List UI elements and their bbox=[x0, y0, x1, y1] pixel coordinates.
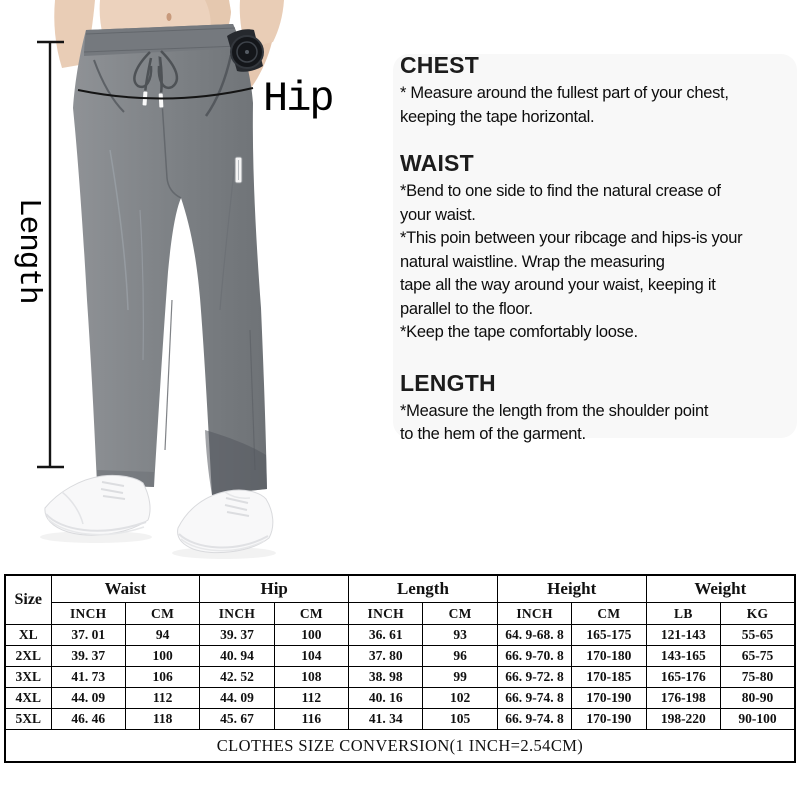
value-cell: 37. 01 bbox=[51, 625, 125, 646]
instruction-line: *Measure the length from the shoulder point bbox=[400, 401, 709, 420]
table-row bbox=[5, 625, 795, 646]
sub-header: INCH bbox=[497, 603, 571, 625]
value-cell: 170-190 bbox=[572, 709, 646, 730]
table-row bbox=[5, 667, 795, 688]
waist-section bbox=[400, 150, 792, 345]
chest-heading: CHEST bbox=[400, 52, 479, 78]
value-cell: 39. 37 bbox=[51, 646, 125, 667]
value-cell: 106 bbox=[125, 667, 199, 688]
waist-heading: WAIST bbox=[400, 150, 474, 176]
sneaker-left bbox=[45, 475, 150, 535]
value-cell: 41. 73 bbox=[51, 667, 125, 688]
sub-header: CM bbox=[423, 603, 497, 625]
value-cell: 66. 9-72. 8 bbox=[497, 667, 571, 688]
chest-section bbox=[400, 52, 792, 129]
sub-header: CM bbox=[125, 603, 199, 625]
instruction-line: *Bend to one side to find the natural crease of bbox=[400, 182, 721, 200]
column-header-hip: Hip bbox=[200, 575, 349, 603]
size-table-body bbox=[5, 625, 795, 730]
size-chart-table bbox=[4, 574, 796, 763]
instruction-line: *This poin between your ribcage and hips-is your bbox=[400, 229, 743, 247]
instruction-line: *Keep the tape comfortably loose. bbox=[400, 323, 638, 341]
value-cell: 112 bbox=[125, 688, 199, 709]
size-cell: 4XL bbox=[5, 688, 51, 709]
sub-header: KG bbox=[721, 603, 795, 625]
value-cell: 55-65 bbox=[721, 625, 795, 646]
value-cell: 93 bbox=[423, 625, 497, 646]
value-cell: 38. 98 bbox=[349, 667, 423, 688]
value-cell: 170-190 bbox=[572, 688, 646, 709]
value-cell: 112 bbox=[274, 688, 348, 709]
length-section bbox=[400, 370, 792, 447]
value-cell: 40. 94 bbox=[200, 646, 274, 667]
value-cell: 44. 09 bbox=[51, 688, 125, 709]
table-caption: CLOTHES SIZE CONVERSION(1 INCH=2.54CM) bbox=[5, 730, 795, 763]
value-cell: 40. 16 bbox=[349, 688, 423, 709]
value-cell: 118 bbox=[125, 709, 199, 730]
table-row bbox=[5, 688, 795, 709]
value-cell: 116 bbox=[274, 709, 348, 730]
value-cell: 36. 61 bbox=[349, 625, 423, 646]
value-cell: 121-143 bbox=[646, 625, 720, 646]
value-cell: 105 bbox=[423, 709, 497, 730]
product-photo bbox=[0, 0, 400, 575]
size-chart bbox=[4, 574, 796, 763]
sub-header: LB bbox=[646, 603, 720, 625]
value-cell: 66. 9-74. 8 bbox=[497, 688, 571, 709]
hip-label: Hip bbox=[263, 75, 333, 123]
instruction-line: parallel to the floor. bbox=[400, 299, 533, 318]
value-cell: 37. 80 bbox=[349, 646, 423, 667]
size-cell: XL bbox=[5, 625, 51, 646]
length-label: Length bbox=[11, 198, 46, 304]
value-cell: 165-175 bbox=[572, 625, 646, 646]
instruction-line: natural waistline. Wrap the measuring bbox=[400, 252, 665, 271]
column-header-size: Size bbox=[5, 575, 51, 625]
column-header-weight: Weight bbox=[646, 575, 795, 603]
value-cell: 42. 52 bbox=[200, 667, 274, 688]
value-cell: 46. 46 bbox=[51, 709, 125, 730]
value-cell: 66. 9-70. 8 bbox=[497, 646, 571, 667]
value-cell: 41. 34 bbox=[349, 709, 423, 730]
value-cell: 143-165 bbox=[646, 646, 720, 667]
value-cell: 90-100 bbox=[721, 709, 795, 730]
value-cell: 66. 9-74. 8 bbox=[497, 709, 571, 730]
value-cell: 96 bbox=[423, 646, 497, 667]
value-cell: 100 bbox=[125, 646, 199, 667]
value-cell: 198-220 bbox=[646, 709, 720, 730]
value-cell: 44. 09 bbox=[200, 688, 274, 709]
table-row bbox=[5, 709, 795, 730]
value-cell: 100 bbox=[274, 625, 348, 646]
column-header-length: Length bbox=[349, 575, 498, 603]
measuring-instructions bbox=[400, 52, 792, 447]
value-cell: 102 bbox=[423, 688, 497, 709]
zipper-tag bbox=[235, 157, 242, 183]
sub-header: INCH bbox=[51, 603, 125, 625]
instruction-line: * Measure around the fullest part of your chest, bbox=[400, 84, 729, 102]
instruction-line: to the hem of the garment. bbox=[400, 425, 586, 443]
sub-header: CM bbox=[572, 603, 646, 625]
value-cell: 170-185 bbox=[572, 667, 646, 688]
column-header-waist: Waist bbox=[51, 575, 200, 603]
value-cell: 99 bbox=[423, 667, 497, 688]
value-cell: 108 bbox=[274, 667, 348, 688]
column-header-height: Height bbox=[497, 575, 646, 603]
instruction-line: tape all the way around your waist, keeping it bbox=[400, 276, 716, 294]
value-cell: 45. 67 bbox=[200, 709, 274, 730]
sneaker-right bbox=[178, 490, 273, 553]
sub-header: CM bbox=[274, 603, 348, 625]
caption-row bbox=[5, 730, 795, 763]
sub-header: INCH bbox=[200, 603, 274, 625]
value-cell: 165-176 bbox=[646, 667, 720, 688]
value-cell: 75-80 bbox=[721, 667, 795, 688]
size-cell: 3XL bbox=[5, 667, 51, 688]
sub-header: INCH bbox=[349, 603, 423, 625]
value-cell: 94 bbox=[125, 625, 199, 646]
value-cell: 176-198 bbox=[646, 688, 720, 709]
instruction-line: your waist. bbox=[400, 205, 476, 224]
instruction-line: keeping the tape horizontal. bbox=[400, 107, 595, 126]
value-cell: 39. 37 bbox=[200, 625, 274, 646]
value-cell: 80-90 bbox=[721, 688, 795, 709]
table-row bbox=[5, 646, 795, 667]
size-cell: 2XL bbox=[5, 646, 51, 667]
value-cell: 65-75 bbox=[721, 646, 795, 667]
value-cell: 64. 9-68. 8 bbox=[497, 625, 571, 646]
size-cell: 5XL bbox=[5, 709, 51, 730]
value-cell: 104 bbox=[274, 646, 348, 667]
value-cell: 170-180 bbox=[572, 646, 646, 667]
length-heading: LENGTH bbox=[400, 369, 496, 396]
